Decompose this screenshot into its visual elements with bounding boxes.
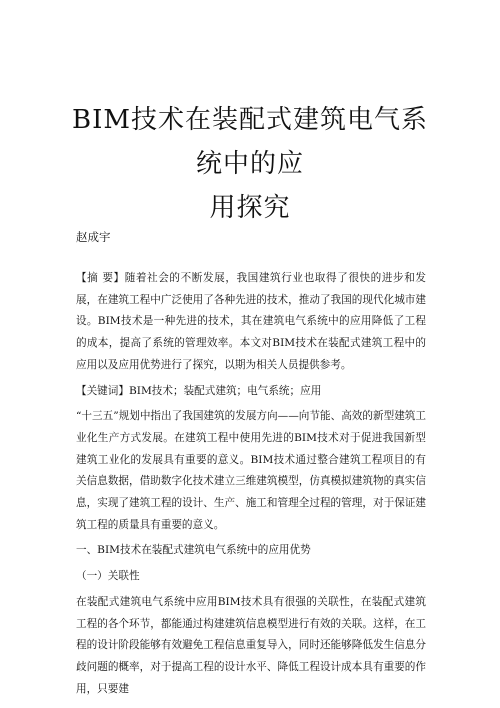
keywords-text: BIM技术；装配式建筑；电气系统；应用 bbox=[128, 384, 322, 397]
author-name: 赵成宇 bbox=[76, 230, 111, 244]
intro-paragraph: “十三五”规划中指出了我国建筑的发展方向——向节能、高效的新型建筑工业化生产方式发展。在建筑工程中使用先进的BIM技术对于促进我国新型建筑工业化的发展具有重要的意义。BIM技术通过整合建筑工程项目的有关信息数据，借助数字化技术建立三维建筑模型，仿真模拟建筑物的真实信息，实现了建筑工程的设计、生产、施工和管理全过程的管理，对于保证建筑工程的质量具有重要的意义。 bbox=[76, 410, 426, 531]
keywords-label: 【关键词】 bbox=[76, 384, 129, 397]
paper-body bbox=[76, 268, 426, 700]
abstract-text: 随着社会的不断发展，我国建筑行业也取得了很快的进步和发展，在建筑工程中广泛使用了各种先进的技术，推动了我国的现代化城市建设。BIM技术是一种先进的技术，其在建筑电气系统中的应用降低了工程的成本，提高了系统的管理效率。本文对BIM技术在装配式建筑工程中的应用以及应用优势进行了探究，以期为相关人员提供参考。 bbox=[76, 272, 426, 371]
paper-title bbox=[60, 98, 440, 230]
abstract-label: 【摘 要】 bbox=[76, 272, 125, 284]
body-paragraph-1: 在装配式建筑电气系统中应用BIM技术具有很强的关联性，在装配式建筑工程的各个环节，都能通过构建建筑信息模型进行有效的关联。这样，在工程的设计阶段能够有效避免工程信息重复导入，同时还能够降低发生信息分歧问题的概率，对于提高工程的设计水平、降低工程设计成本具有重要的作用，只要建 bbox=[76, 595, 426, 695]
paper-title-line-1: BIM技术在装配式建筑电气系统中的应 bbox=[72, 105, 428, 179]
subsection-heading-1: （一）关联性 bbox=[76, 570, 140, 583]
keywords-paragraph bbox=[76, 381, 426, 403]
section-heading-1: 一、BIM技术在装配式建筑电气系统中的应用优势 bbox=[76, 544, 311, 557]
abstract-paragraph bbox=[76, 268, 426, 377]
paper-title-line-2: 用探究 bbox=[209, 193, 291, 223]
